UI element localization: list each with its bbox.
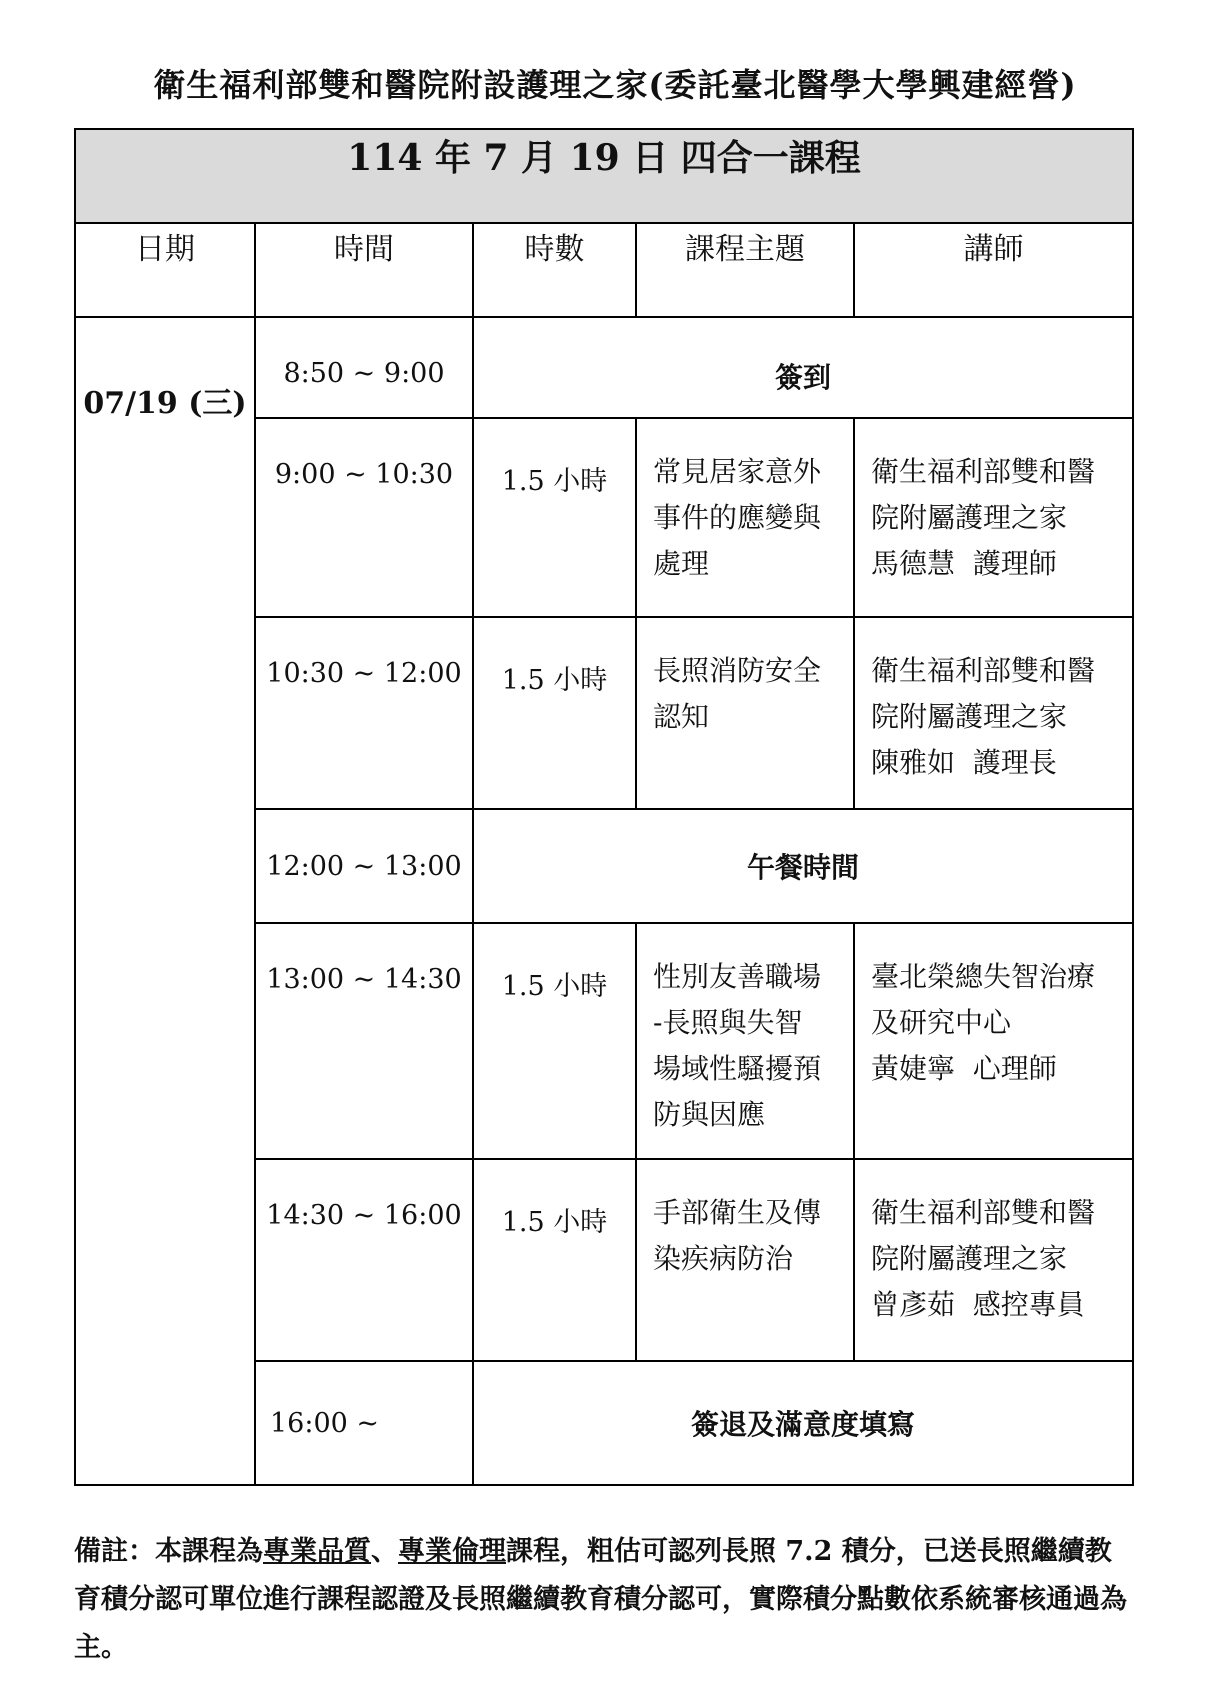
note-body: 課程，粗估可認列長照 7.2 積分，已送長照繼續教育積分認可單位進行課程認證及長照繼續教育積分認可，實際積分點數依系統審核通過為主。 xyxy=(74,1536,1127,1663)
sign-out-cell: 簽退及滿意度填寫 xyxy=(473,1361,1133,1485)
lecturer-line: 衛生福利部雙和醫 xyxy=(871,1196,1096,1229)
header-lecturer: 講師 xyxy=(854,223,1133,317)
lecturer-line: 陳雅如 護理長 xyxy=(871,746,1057,779)
topic-line: 事件的應變與 xyxy=(653,501,822,534)
hours-cell: 1.5 小時 xyxy=(473,418,636,617)
lecturer-line: 院附屬護理之家 xyxy=(871,700,1068,733)
lecturer-line: 院附屬護理之家 xyxy=(871,501,1068,534)
lecturer-line: 衛生福利部雙和醫 xyxy=(871,455,1096,488)
lecturer-cell xyxy=(854,617,1133,809)
time-cell: 10:30 ~ 12:00 xyxy=(255,617,473,809)
topic-line: -長照與失智 xyxy=(653,1006,803,1039)
hours-cell: 1.5 小時 xyxy=(473,923,636,1159)
hours-cell: 1.5 小時 xyxy=(473,617,636,809)
topic-line: 防與因應 xyxy=(653,1098,766,1131)
lecturer-line: 曾彥茹 感控專員 xyxy=(871,1288,1085,1321)
note-prefix: 備註：本課程為 xyxy=(74,1536,263,1567)
lecturer-line: 及研究中心 xyxy=(871,1006,1012,1039)
lecturer-cell xyxy=(854,418,1133,617)
time-cell: 14:30 ~ 16:00 xyxy=(255,1159,473,1361)
header-hours: 時數 xyxy=(473,223,636,317)
topic-cell xyxy=(636,418,854,617)
header-time: 時間 xyxy=(255,223,473,317)
lecturer-line: 院附屬護理之家 xyxy=(871,1242,1068,1275)
time-cell: 9:00 ~ 10:30 xyxy=(255,418,473,617)
schedule-table xyxy=(74,128,1134,1486)
topic-line: 手部衛生及傳 xyxy=(653,1196,822,1229)
time-cell: 8:50 ~ 9:00 xyxy=(255,317,473,418)
lecturer-cell xyxy=(854,923,1133,1159)
note-professional-quality: 專業品質 xyxy=(263,1536,371,1567)
time-cell: 16:00 ~ xyxy=(255,1361,473,1485)
sign-in-cell: 簽到 xyxy=(473,317,1133,418)
topic-line: 染疾病防治 xyxy=(653,1242,794,1275)
topic-line: 認知 xyxy=(653,700,710,733)
document-title: 衛生福利部雙和醫院附設護理之家(委託臺北醫學大學興建經營) xyxy=(153,66,1077,104)
date-cell: 07/19 (三) xyxy=(75,317,255,1485)
time-cell: 13:00 ~ 14:30 xyxy=(255,923,473,1159)
topic-cell xyxy=(636,923,854,1159)
remark-note xyxy=(74,1528,1134,1672)
column-header-row xyxy=(75,223,1133,317)
topic-line: 處理 xyxy=(653,547,710,580)
topic-line: 性別友善職場 xyxy=(653,960,822,993)
header-topic: 課程主題 xyxy=(636,223,854,317)
note-separator: 、 xyxy=(371,1536,398,1567)
topic-cell xyxy=(636,617,854,809)
lecturer-line: 黃婕寧 心理師 xyxy=(871,1052,1057,1085)
banner-row xyxy=(75,129,1133,223)
time-cell: 12:00 ~ 13:00 xyxy=(255,809,473,923)
topic-line: 常見居家意外 xyxy=(653,455,822,488)
course-banner: 114 年 7 月 19 日 四合一課程 xyxy=(75,129,1133,223)
hours-cell: 1.5 小時 xyxy=(473,1159,636,1361)
lecturer-line: 臺北榮總失智治療 xyxy=(871,960,1096,993)
lecturer-cell xyxy=(854,1159,1133,1361)
lecturer-line: 衛生福利部雙和醫 xyxy=(871,654,1096,687)
table-row xyxy=(75,317,1133,418)
topic-cell xyxy=(636,1159,854,1361)
topic-line: 場域性騷擾預 xyxy=(653,1052,822,1085)
lecturer-line: 馬德慧 護理師 xyxy=(871,547,1057,580)
header-date: 日期 xyxy=(75,223,255,317)
lunch-cell: 午餐時間 xyxy=(473,809,1133,923)
note-professional-ethics: 專業倫理 xyxy=(398,1536,506,1567)
topic-line: 長照消防安全 xyxy=(653,654,822,687)
